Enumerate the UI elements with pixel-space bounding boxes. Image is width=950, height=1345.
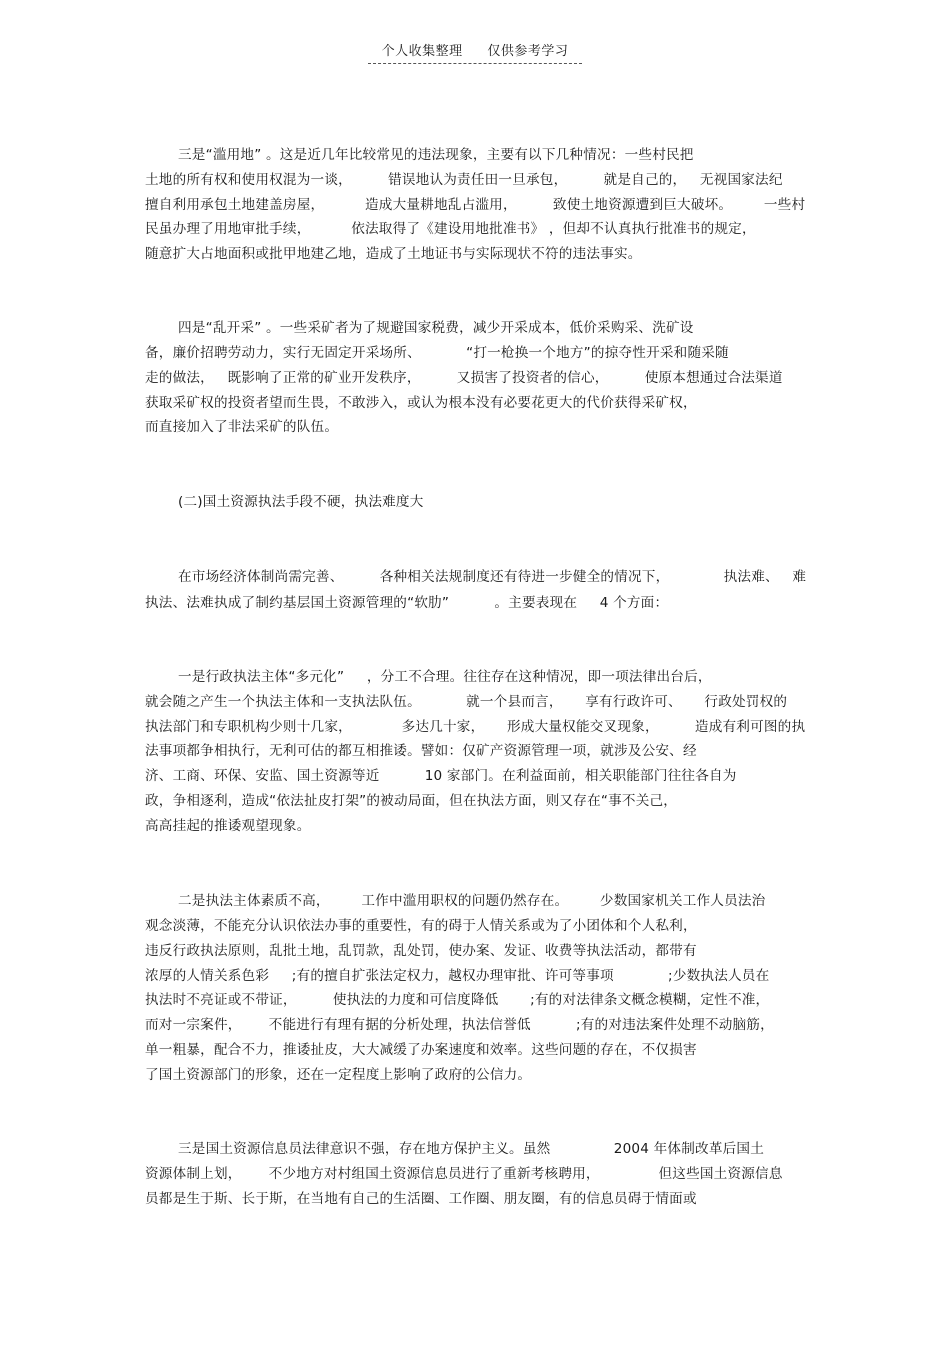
header-left-text: 个人收集整理 [381,44,463,59]
paragraph-5-line-8: 了国土资源部门的形象，还在一定程度上影响了政府的公信力。 [145,1067,532,1083]
paragraph-5-line-3: 违反行政执法原则，乱批土地，乱罚款，乱处罚，使办案、发证、收费等执法活动，都带有 [145,943,697,959]
paragraph-6-line-2: 资源体制上划， 不少地方对村组国土资源信息员进行了重新考核聘用， 但这些国土资源信息 [145,1166,783,1182]
paragraph-4-line-5: 济、工商、环保、安监、国土资源等近 10 家部门。在利益面前，相关职能部门往往各自为 [145,768,737,784]
paragraph-1-line-4: 民虽办理了用地审批手续， 依法取得了《建设用地批准书》 ，但却不认真执行批准书的规定， [145,221,756,237]
paragraph-2-line-3: 走的做法， 既影响了正常的矿业开发秩序， 又损害了投资者的信心， 使原本想通过合法渠道 [145,370,783,386]
paragraph-5-line-1: 二是执法主体素质不高， 工作中滥用职权的问题仍然存在。 少数国家机关工作人员法治 [178,893,766,909]
paragraph-5-line-7: 单一粗暴，配合不力，推诿扯皮，大大减缓了办案速度和效率。这些问题的存在，不仅损害 [145,1042,697,1058]
paragraph-2-line-2: 备，廉价招聘劳动力，实行无固定开采场所、 “打一枪换一个地方”的掠夺性开采和随采随 [145,345,729,361]
paragraph-1-line-1: 三是“滥用地” 。这是近几年比较常见的违法现象，主要有以下几种情况：一些村民把 [178,147,694,163]
paragraph-5-line-6: 而对一宗案件， 不能进行有理有据的分析处理，执法信誉低 ;有的对违法案件处理不动脑筋， [145,1017,774,1033]
paragraph-1-line-2: 土地的所有权和使用权混为一谈， 错误地认为责任田一旦承包， 就是自己的， 无视国家法纪 [145,172,783,188]
paragraph-1-line-5: 随意扩大占地面积或批甲地建乙地，造成了土地证书与实际现状不符的违法事实。 [145,246,642,262]
header-right-text: 仅供参考学习 [487,44,569,59]
paragraph-4-line-6: 政，争相逐利，造成“依法扯皮打架”的被动局面，但在执法方面，则又存在“事不关己， [145,793,678,809]
paragraph-4-line-2: 就会随之产生一个执法主体和一支执法队伍。 就一个县而言， 享有行政许可、 行政处罚权的 [145,694,788,710]
paragraph-4-line-3: 执法部门和专职机构少则十几家， 多达几十家， 形成大量权能交叉现象， 造成有利可图的执 [145,719,806,735]
paragraph-5-line-2: 观念淡薄，不能充分认识依法办事的重要性，有的碍于人情关系或为了小团体和个人私利， [145,918,697,934]
paragraph-2-line-1: 四是“乱开采” 。一些采矿者为了规避国家税费，减少开采成本，低价采购采、洗矿设 [178,320,694,336]
paragraph-2-line-4: 获取采矿权的投资者望而生畏，不敢涉入，或认为根本没有必要花更大的代价获得采矿权， [145,395,697,411]
paragraph-4-line-4: 法事项都争相执行，无利可估的都互相推诿。譬如：仅矿产资源管理一项，就涉及公安、经 [145,743,697,759]
paragraph-4-line-7: 高高挂起的推诿观望现象。 [145,818,311,834]
page-header [0,40,950,64]
paragraph-6-line-1: 三是国土资源信息员法律意识不强，存在地方保护主义。虽然 2004 年体制改革后国土 [178,1141,764,1157]
paragraph-5-line-4: 浓厚的人情关系色彩 ;有的擅自扩张法定权力，越权办理审批、许可等事项 ;少数执法人员在 [145,968,770,984]
paragraph-1-line-3: 擅自利用承包土地建盖房屋， 造成大量耕地乱占滥用， 致使土地资源遭到巨大破坏。 一些村 [145,197,806,213]
header-rule [368,40,583,64]
paragraph-4-line-1: 一是行政执法主体“多元化” ，分工不合理。往往存在这种情况，即一项法律出台后， [178,669,712,685]
paragraph-3-line-2: 执法、法难执成了制约基层国土资源管理的“软肋” 。主要表现在 4 个方面： [145,595,669,611]
paragraph-6-line-3: 员都是生于斯、长于斯，在当地有自己的生活圈、工作圈、朋友圈，有的信息员碍于情面或 [145,1191,697,1207]
paragraph-3-line-1: 在市场经济体制尚需完善、 各种相关法规制度还有待进一步健全的情况下， 执法难、 难 [178,569,807,585]
paragraph-5-line-5: 执法时不亮证或不带证， 使执法的力度和可信度降低 ;有的对法律条文概念模糊，定性不准， [145,992,770,1008]
paragraph-2-line-5: 而直接加入了非法采矿的队伍。 [145,419,339,435]
section-heading: (二)国土资源执法手段不硬，执法难度大 [178,494,424,510]
